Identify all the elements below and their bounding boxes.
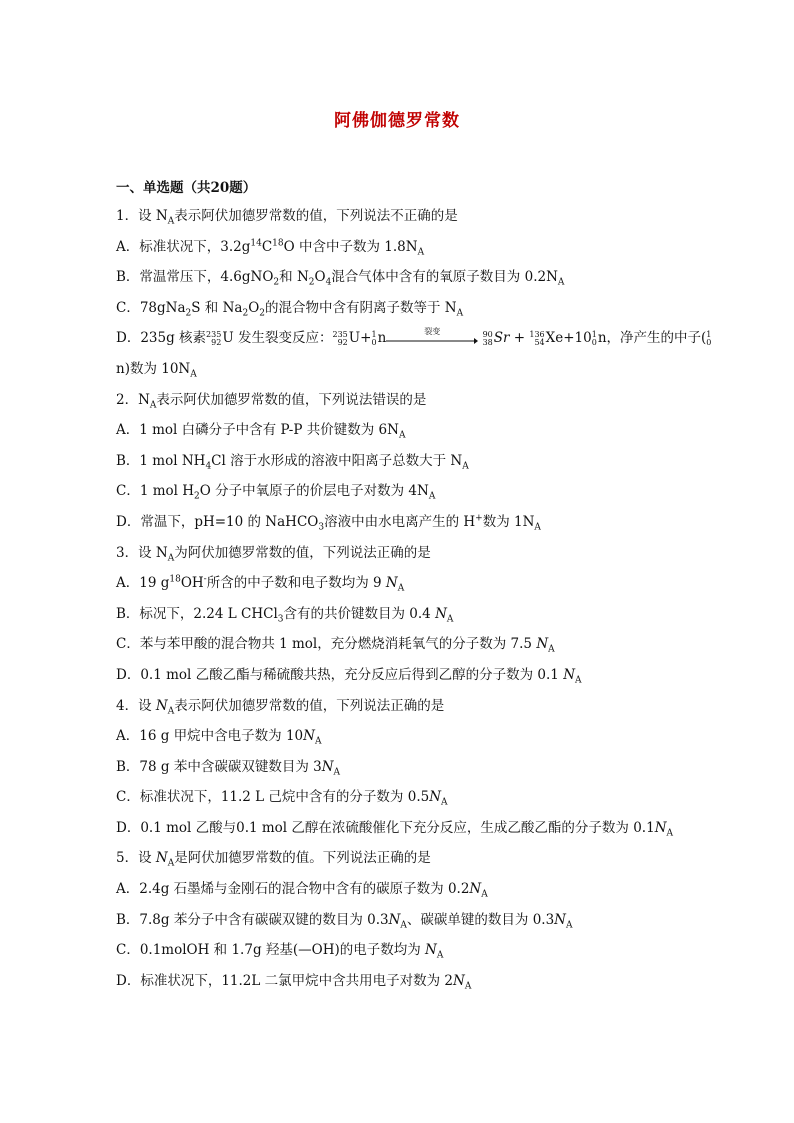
question-4-option-d: D．0.1 mol 乙酸与0.1 mol 乙醇在浓硫酸催化下充分反应，生成乙酸乙酯的分子数为 $0.1N_A$ — [116, 819, 673, 839]
question-5-option-a: A．2.4g 石墨烯与金刚石的混合物中含有的碳原子数为 $0.2N_A$ — [116, 881, 488, 900]
question-list — [116, 207, 712, 1002]
question-2-option-b: B．1 mol $NH_4Cl$ 溶于水形成的溶液中阳离子总数大于 $N_A$ — [116, 452, 469, 472]
section-heading: 一、单选题（共20题） — [116, 180, 257, 196]
question-4-stem: 4．设 $N_A$表示阿伏加德罗常数的值，下列说法正确的是 — [116, 697, 445, 717]
question-1-option-b: B．常温常压下，4.6gNO$_2$和 $N_2O_4$混合气体中含有的氧原子数目为 $0.2N_A$ — [116, 269, 565, 288]
question-1-option-a: A．标准状况下，$3.2g^{14}C^{18}O$ 中含中子数为 $1.8N_A$ — [116, 238, 425, 258]
question-1-option-c: C．78gNa$_2$S 和 $Na_2O_2$的混合物中含有阴离子数等于 $N_A$ — [116, 299, 464, 319]
question-4-option-a: A．16 g 甲烷中含电子数为 $10N_A$ — [116, 728, 322, 747]
question-4-option-b: B．78 g 苯中含碳碳双键数目为 $3N_A$ — [116, 758, 341, 778]
question-3-stem: 3．设 $N_A$为阿伏加德罗常数的值，下列说法正确的是 — [116, 544, 431, 564]
page-title: 阿佛伽德罗常数 — [334, 111, 460, 131]
question-2-option-c: C．1 mol $H_2O$ 分子中氧原子的价层电子对数为 $4N_A$ — [116, 483, 436, 503]
reaction-arrow: 裂变 — [386, 332, 478, 346]
question-3-option-a: A．19 $g^{18}OH^-$所含的中子数和电子数均为 9 $N_A$ — [116, 574, 405, 594]
question-2-option-a: A．1 mol 白磷分子中含有 P-P 共价键数为 $6N_A$ — [116, 422, 406, 441]
question-1-option-d: D．235g 核素 235 92 U 发生裂变反应： 235 92 U+ 1 0 n 裂变 90 38 Sr + 136 54 Xe+10 1 0 n，净产生的中子( 1 0 — [116, 326, 712, 347]
question-4-option-c: C．标准状况下，11.2 L 己烷中含有的分子数为 $0.5N_A$ — [116, 789, 448, 808]
question-3-option-b: B．标况下，2.24 L CHCl$_3$含有的共价键数目为 0.4 $N_A$ — [116, 605, 454, 625]
question-3-option-d: D．0.1 mol 乙酸乙酯与稀硫酸共热，充分反应后得到乙醇的分子数为 0.1 $N_A$ — [116, 666, 582, 686]
question-1-stem: 1．设 $N_A$表示阿伏加德罗常数的值，下列说法不正确的是 — [116, 208, 458, 227]
question-2-stem: 2．$N_A$表示阿伏加德罗常数的值，下列说法错误的是 — [116, 391, 427, 411]
question-5-option-d: D．标准状况下，11.2L 二氯甲烷中含共用电子对数为 $2N_A$ — [116, 972, 472, 992]
question-5-stem: 5．设 $N_A$是阿伏加德罗常数的值。下列说法正确的是 — [116, 850, 431, 870]
question-2-option-d: D．常温下，pH=10 的 NaHCO$_3$溶液中由水电离产生的 H+数为 $1N_A$ — [116, 513, 541, 533]
question-5-option-c: C．0.1molOH 和 1.7g 羟基(—OH)的电子数均为 $N_A$ — [116, 942, 444, 961]
question-1-option-d-cont: n)数为 $10N_A$ — [116, 360, 197, 380]
question-5-option-b: B．7.8g 苯分子中含有碳碳双键的数目为 $0.3N_A$、碳碳单键的数目为 $0.3N_A$ — [116, 911, 573, 931]
question-3-option-c: C．苯与苯甲酸的混合物共 1 mol，充分燃烧消耗氧气的分子数为 7.5 $N_A$ — [116, 636, 555, 655]
